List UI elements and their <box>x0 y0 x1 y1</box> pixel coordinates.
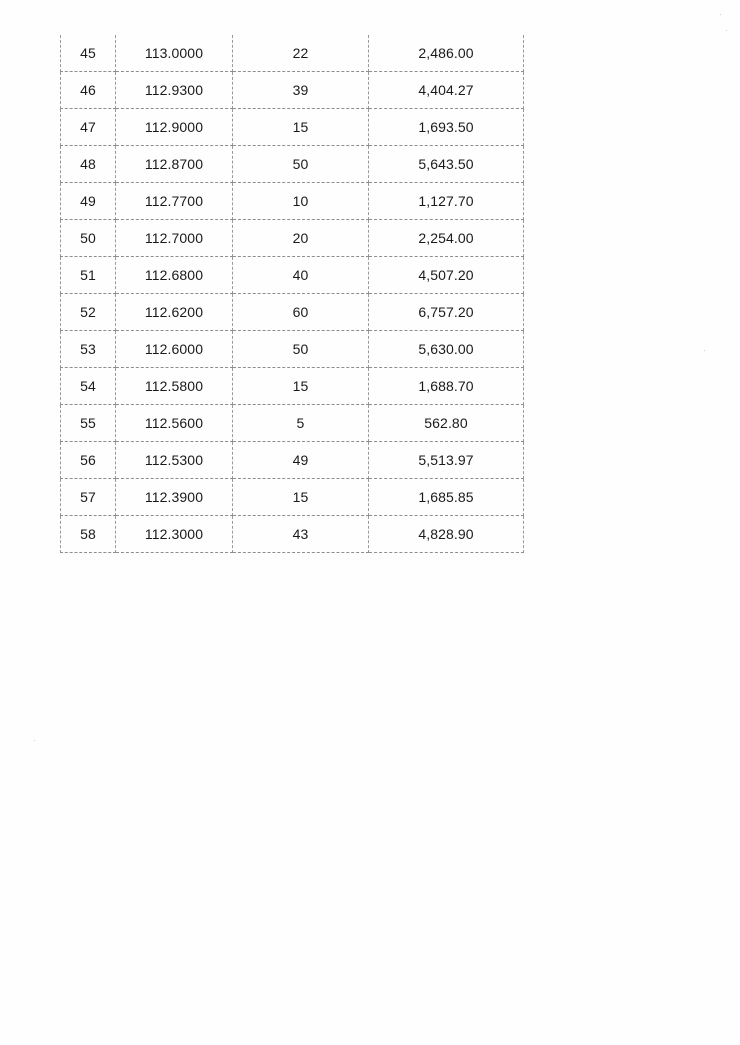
price-cell: 113.0000 <box>116 35 233 72</box>
price-cell: 112.6200 <box>116 294 233 331</box>
price-cell: 112.5800 <box>116 368 233 405</box>
quantity-cell: 50 <box>233 146 369 183</box>
row-number-cell: 56 <box>61 442 116 479</box>
table-row <box>61 35 524 72</box>
price-cell: 112.9300 <box>116 72 233 109</box>
row-number-cell: 46 <box>61 72 116 109</box>
row-number-cell: 51 <box>61 257 116 294</box>
row-number-cell: 55 <box>61 405 116 442</box>
quantity-cell: 15 <box>233 479 369 516</box>
amount-cell: 5,643.50 <box>369 146 524 183</box>
price-cell: 112.6000 <box>116 331 233 368</box>
price-cell: 112.3900 <box>116 479 233 516</box>
table-row <box>61 146 524 183</box>
row-number-cell: 54 <box>61 368 116 405</box>
table-row <box>61 294 524 331</box>
table-row <box>61 220 524 257</box>
quantity-cell: 10 <box>233 183 369 220</box>
amount-cell: 4,404.27 <box>369 72 524 109</box>
quantity-cell: 15 <box>233 368 369 405</box>
quantity-cell: 40 <box>233 257 369 294</box>
amount-cell: 1,688.70 <box>369 368 524 405</box>
amount-cell: 5,630.00 <box>369 331 524 368</box>
quantity-cell: 39 <box>233 72 369 109</box>
amount-cell: 562.80 <box>369 405 524 442</box>
amount-cell: 5,513.97 <box>369 442 524 479</box>
row-number-cell: 52 <box>61 294 116 331</box>
table-row <box>61 183 524 220</box>
amount-cell: 4,828.90 <box>369 516 524 553</box>
quantity-cell: 43 <box>233 516 369 553</box>
row-number-cell: 57 <box>61 479 116 516</box>
row-number-cell: 58 <box>61 516 116 553</box>
amount-cell: 1,127.70 <box>369 183 524 220</box>
quantity-cell: 15 <box>233 109 369 146</box>
table-row <box>61 442 524 479</box>
row-number-cell: 53 <box>61 331 116 368</box>
quantity-cell: 20 <box>233 220 369 257</box>
quantity-cell: 50 <box>233 331 369 368</box>
quantity-cell: 5 <box>233 405 369 442</box>
table-row <box>61 331 524 368</box>
quantity-cell: 60 <box>233 294 369 331</box>
quantity-cell: 22 <box>233 35 369 72</box>
row-number-cell: 48 <box>61 146 116 183</box>
amount-cell: 2,254.00 <box>369 220 524 257</box>
price-cell: 112.7000 <box>116 220 233 257</box>
table-row <box>61 109 524 146</box>
scan-speck <box>726 30 727 31</box>
table-row <box>61 516 524 553</box>
scan-speck <box>720 14 721 15</box>
transactions-table <box>60 35 524 553</box>
table-row <box>61 257 524 294</box>
amount-cell: 6,757.20 <box>369 294 524 331</box>
price-cell: 112.5300 <box>116 442 233 479</box>
table-row <box>61 479 524 516</box>
price-cell: 112.8700 <box>116 146 233 183</box>
table-row <box>61 368 524 405</box>
row-number-cell: 45 <box>61 35 116 72</box>
price-cell: 112.9000 <box>116 109 233 146</box>
price-cell: 112.6800 <box>116 257 233 294</box>
amount-cell: 1,693.50 <box>369 109 524 146</box>
table-row <box>61 405 524 442</box>
quantity-cell: 49 <box>233 442 369 479</box>
amount-cell: 2,486.00 <box>369 35 524 72</box>
scan-speck <box>704 350 705 351</box>
table-body <box>61 35 524 553</box>
row-number-cell: 47 <box>61 109 116 146</box>
amount-cell: 4,507.20 <box>369 257 524 294</box>
price-cell: 112.3000 <box>116 516 233 553</box>
table-row <box>61 72 524 109</box>
price-cell: 112.5600 <box>116 405 233 442</box>
row-number-cell: 49 <box>61 183 116 220</box>
scan-speck <box>34 740 35 741</box>
amount-cell: 1,685.85 <box>369 479 524 516</box>
price-cell: 112.7700 <box>116 183 233 220</box>
row-number-cell: 50 <box>61 220 116 257</box>
